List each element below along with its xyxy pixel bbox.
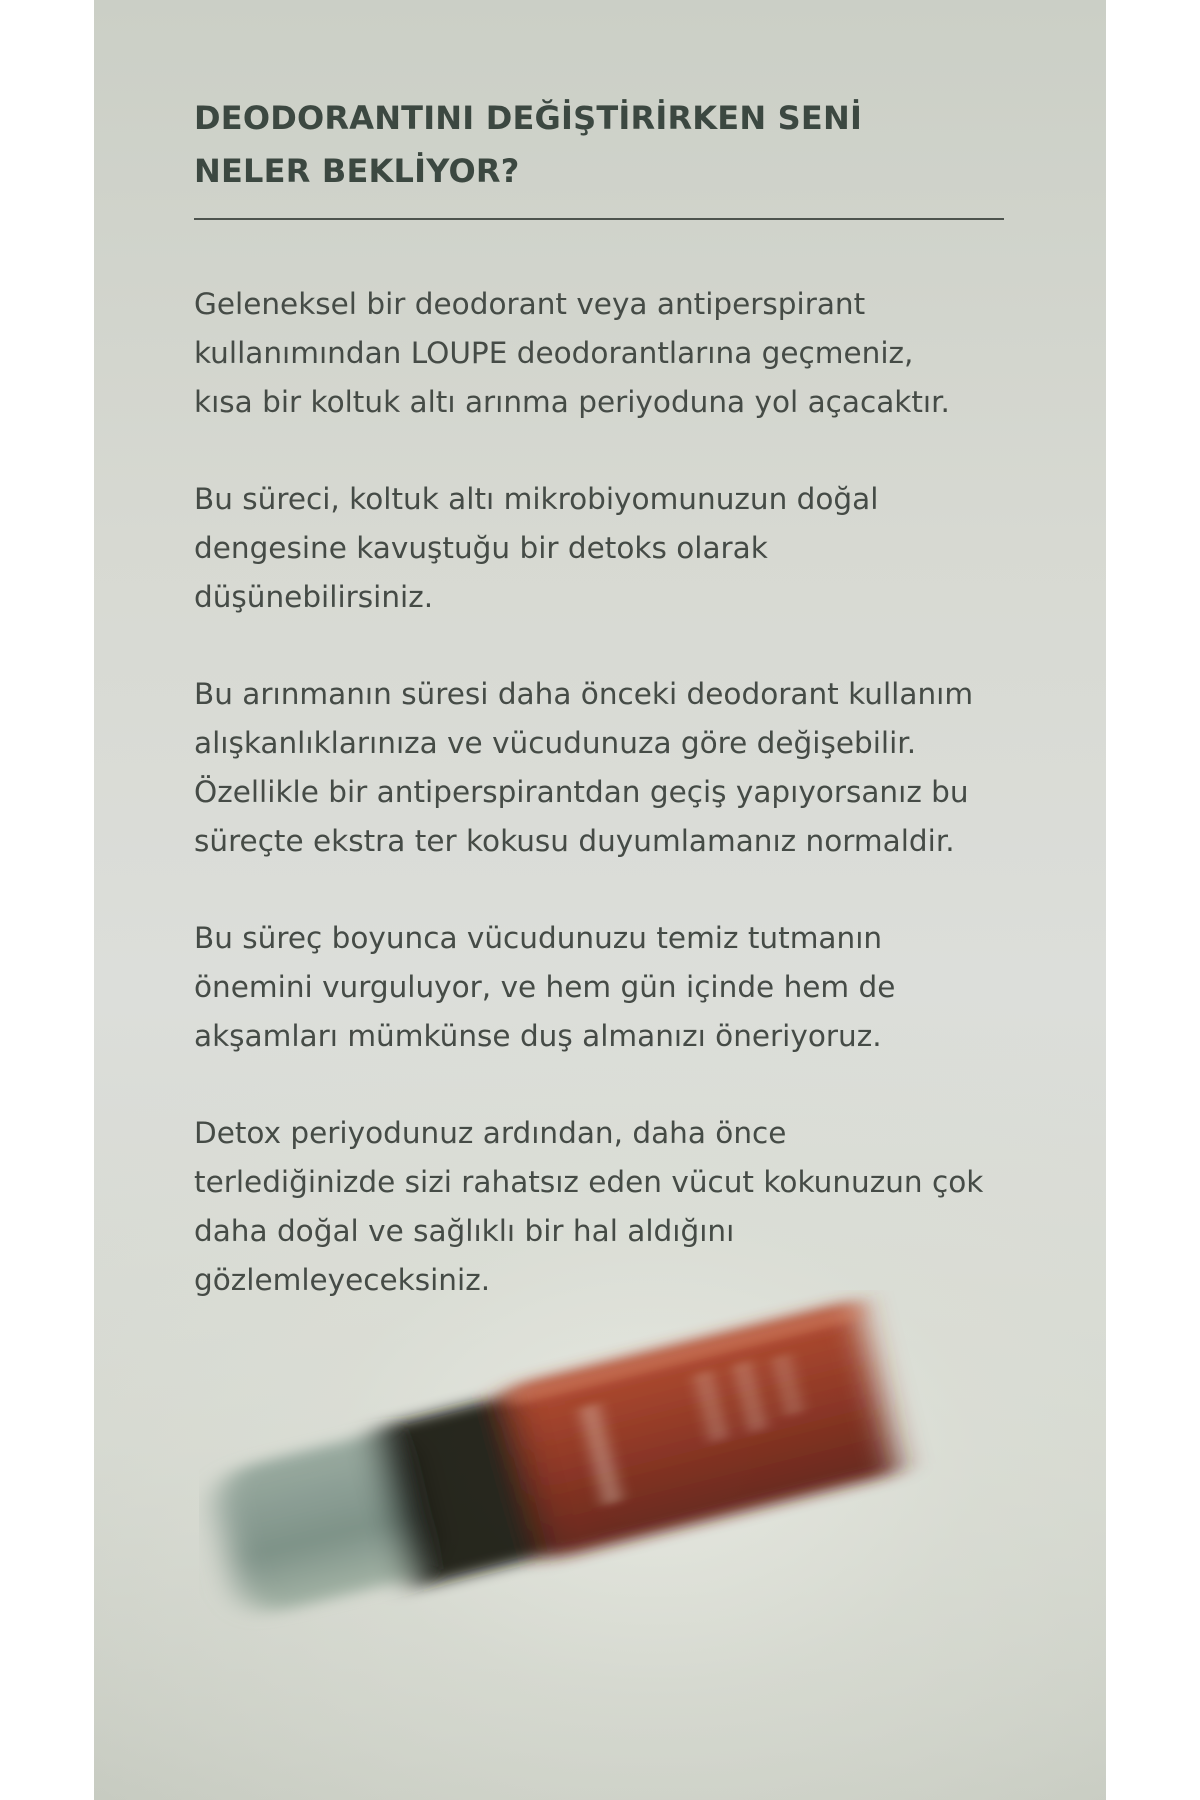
page-title-line-1: DEODORANTINI DEĞİŞTİRİRKEN SENİ xyxy=(194,99,863,137)
page-title xyxy=(194,92,1006,198)
paragraph-line: gözlemleyeceksiniz. xyxy=(194,1263,491,1297)
paragraph-line: Geleneksel bir deodorant veya antiperspirant xyxy=(194,287,866,321)
bottle-body xyxy=(507,1300,899,1560)
blurred-deodorant-bottle-icon xyxy=(199,1290,959,1650)
paragraph-line: akşamları mümkünse duş almanızı öneriyoruz. xyxy=(194,1019,882,1053)
paragraph-intro xyxy=(194,280,1006,427)
paragraph-line: Detox periyodunuz ardından, daha önce xyxy=(194,1116,787,1150)
paragraph-line: süreçte ekstra ter kokusu duyumlamanız normaldir. xyxy=(194,824,955,858)
paragraph-line: kullanımından LOUPE deodorantlarına geçmeniz, xyxy=(194,336,914,370)
paragraph-detox xyxy=(194,475,1006,622)
paragraph-line: düşünebilirsiniz. xyxy=(194,580,434,614)
paragraph-line: Bu süreç boyunca vücudunuzu temiz tutmanın xyxy=(194,921,883,955)
body-text xyxy=(194,280,1006,1305)
paragraph-duration xyxy=(194,670,1006,866)
paragraph-line: dengesine kavuştuğu bir detoks olarak xyxy=(194,531,768,565)
paragraph-line: Bu süreci, koltuk altı mikrobiyomunuzun doğal xyxy=(194,482,879,516)
article xyxy=(194,92,1006,1353)
paragraph-line: Özellikle bir antiperspirantdan geçiş yapıyorsanız bu xyxy=(194,775,969,809)
page-title-line-2: NELER BEKLİYOR? xyxy=(194,152,520,190)
paragraph-line: terlediğinizde sizi rahatsız eden vücut kokunuzun çok xyxy=(194,1165,984,1199)
paragraph-line: alışkanlıklarınıza ve vücudunuza göre değişebilir. xyxy=(194,726,917,760)
paragraph-line: daha doğal ve sağlıklı bir hal aldığını xyxy=(194,1214,735,1248)
content-panel xyxy=(94,0,1106,1800)
paragraph-result xyxy=(194,1109,1006,1305)
paragraph-line: önemini vurguluyor, ve hem gün içinde hem de xyxy=(194,970,896,1004)
paragraph-hygiene xyxy=(194,914,1006,1061)
title-divider xyxy=(194,218,1004,220)
paragraph-line: kısa bir koltuk altı arınma periyoduna yol açacaktır. xyxy=(194,385,950,419)
paragraph-line: Bu arınmanın süresi daha önceki deodorant kullanım xyxy=(194,677,974,711)
